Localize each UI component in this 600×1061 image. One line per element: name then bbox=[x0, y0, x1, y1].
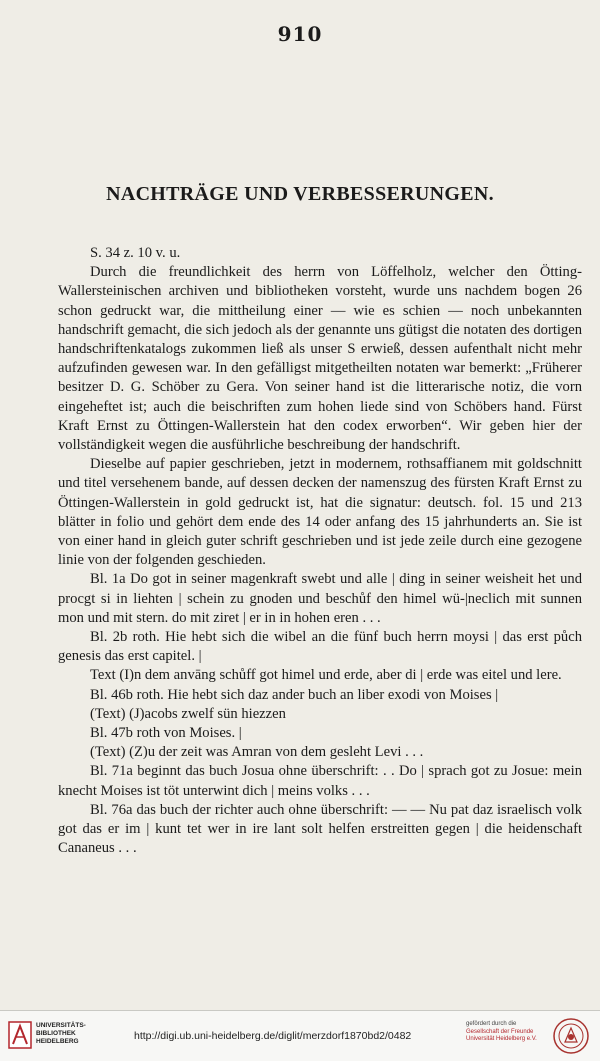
paragraph: Bl. 1a Do got in seiner magenkraft swebt und alle | ding in seiner weisheit het und procgt si in liehten | schein zu gnoden und beschůf den himel wü-|neclich mit sunnen mon und mit stern. do mit ziret | er in in hohen eren . . . bbox=[58, 571, 582, 626]
library-label: UNIVERSITÄTS- BIBLIOTHEK HEIDELBERG bbox=[36, 1022, 86, 1045]
paragraph: Durch die freundlichkeit des herrn von Löffelholz, welcher den Ötting-Wallersteinischen archiven und bibliotheken vorsteht, wurde uns nachdem bogen 26 schon gedruckt war, die mittheilung einer — wie es schien — noch unbekannten handschrift gemacht, die sich jedoch als der genannte uns gütigst die notaten des dortigen handschriftenkatalogs zukommen ließ als unser S erwieß, dessen aufenthalt nicht mehr aufzufinden gewesen war. In den gefälligst mitgetheilten notaten war bemerkt: „Früherer besitzer D. G. Schöber zu Gera. Von seiner hand ist die litterarische notiz, die vorn eingeheftet ist; auch die beischriften zum hohen liede sind von Schöbers hand. Fürst Kraft Ernst zu Öttingen-Wallerstein hat den codex erworben“. Wir geben hier der vollständigkeit wegen die ausführliche beschreibung der handschrift. bbox=[58, 264, 582, 454]
page-number: 910 bbox=[277, 22, 323, 46]
paragraph: Bl. 46b roth. Hie hebt sich daz ander buch an liber exodi von Moises | bbox=[90, 686, 499, 703]
reference-line: S. 34 z. 10 v. u. bbox=[90, 245, 181, 261]
sponsor-note: gefördert durch die Gesellschaft der Freunde Universität Heidelberg e.V. bbox=[466, 1021, 537, 1042]
paragraph: Bl. 76a das buch der richter auch ohne überschrift: — — Nu pat daz israelisch volk got das er im | kunt tet wer in ire lant solt helfen erstreitten gegen | die heidenschaft Cananeus . . . bbox=[58, 801, 582, 857]
section-heading: NACHTRÄGE UND VERBESSERUNGEN. bbox=[106, 183, 494, 205]
paragraph: Bl. 2b roth. Hie hebt sich die wibel an die fünf buch herrn moysi | das erst půch genesis das erst capitel. | bbox=[58, 629, 582, 665]
paragraph: (Text) (J)acobs zwelf sün hiezzen bbox=[90, 705, 286, 722]
body-text bbox=[58, 244, 582, 859]
paragraph: Text (I)n dem anvāng schůff got himel und erde, aber di | erde was eitel und lere. bbox=[90, 667, 562, 684]
paragraph: Bl. 47b roth von Moises. | bbox=[90, 725, 242, 742]
university-seal-icon bbox=[552, 1017, 590, 1055]
paragraph: Bl. 71a beginnt das buch Josua ohne überschrift: . . Do | sprach got zu Josue: mein knecht Moises ist töt unterwint dich | meins volks . . . bbox=[58, 763, 582, 799]
permalink-url[interactable]: http://digi.ub.uni-heidelberg.de/diglit/merzdorf1870bd2/0482 bbox=[134, 1030, 412, 1042]
viewer-footer bbox=[0, 1010, 600, 1061]
paragraph: (Text) (Z)u der zeit was Amran von dem gesleht Levi . . . bbox=[90, 744, 424, 761]
university-library-logo-icon bbox=[8, 1020, 32, 1050]
paragraph: Dieselbe auf papier geschrieben, jetzt in modernem, rothsaffianem mit goldschnitt und titel versehenem bande, auf dessen decken der namenszug des fürsten Kraft Ernst zu Öttingen-Wallerstein in gold gedruckt ist, hat die signatur: deutsch. fol. 15 und 213 blätter in folio und gehört dem ende des 14 oder anfang des 15 jahrhunderts an. Sie ist von einer hand in gleich guter schrift geschrieben und ist jede zeile durch eine gezogene linie von der folgenden geschieden. bbox=[58, 456, 582, 569]
